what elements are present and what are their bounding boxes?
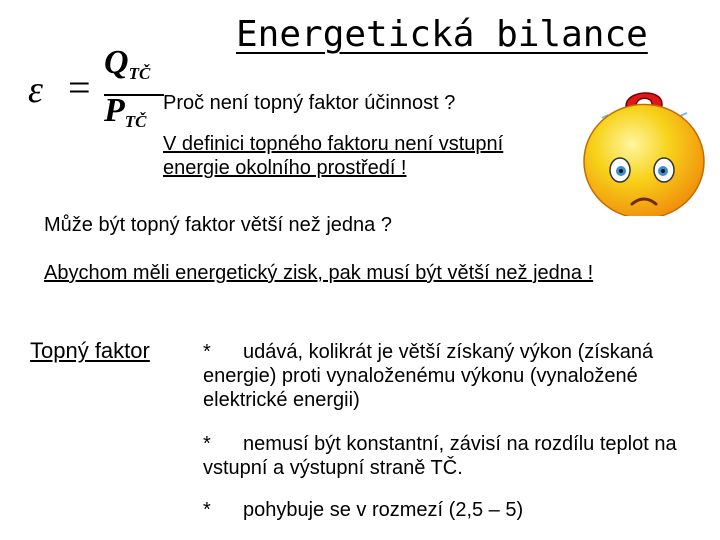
bullet-item <box>203 432 703 480</box>
question-greater-than-one: Může být topný faktor větší než jedna ? <box>44 214 392 236</box>
bullet-item <box>203 340 703 412</box>
denominator-symbol: P <box>104 92 125 129</box>
bullet-item <box>203 498 703 522</box>
bullet-marker: * <box>203 433 211 455</box>
formula-epsilon: ε <box>28 69 43 111</box>
bullet-text: udává, kolikrát je větší získaný výkon (získaná energie) proti vynaloženému výkonu (vynaložené elektrické energii) <box>203 341 654 411</box>
topny-faktor-formula <box>22 40 162 140</box>
bullet-marker: * <box>203 341 211 363</box>
question-efficiency: Proč není topný faktor účinnost ? <box>163 92 456 114</box>
bullet-text: nemusí být konstantní, závisí na rozdílu teplot na vstupní a výstupní straně TČ. <box>203 433 677 479</box>
formula-numerator <box>104 44 150 84</box>
answer-greater-than-one: Abychom měli energetický zisk, pak musí být větší než jedna ! <box>44 262 594 284</box>
confused-face-icon <box>576 86 716 216</box>
term-label: Topný faktor <box>30 338 150 363</box>
denominator-subscript: TČ <box>124 112 147 131</box>
bullet-marker: * <box>203 499 211 521</box>
answer-efficiency <box>163 132 563 180</box>
answer-efficiency-text: V definici topného faktoru není vstupní energie okolního prostředí ! <box>163 133 504 179</box>
formula-denominator <box>104 92 147 132</box>
formula-equals: = <box>68 65 91 110</box>
numerator-subscript: TČ <box>128 64 151 83</box>
page-title: Energetická bilance <box>236 14 648 55</box>
bullet-text: pohybuje se v rozmezí (2,5 – 5) <box>243 499 524 521</box>
numerator-symbol: Q <box>104 44 129 81</box>
